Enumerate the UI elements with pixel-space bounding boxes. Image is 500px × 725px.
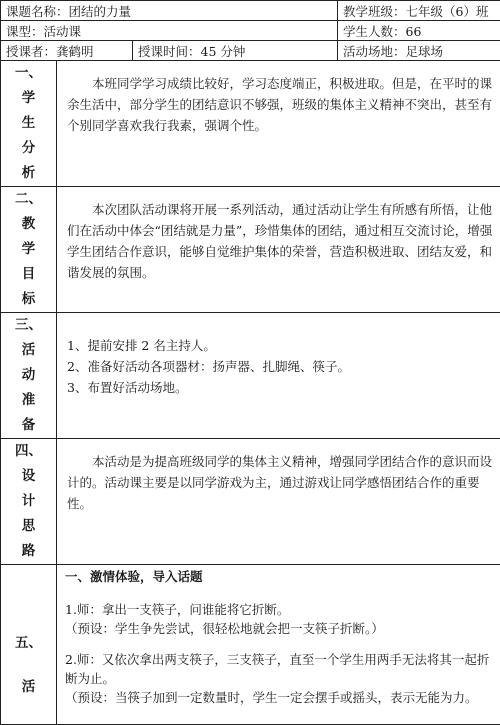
teacher-cell: 授课者：龚鹤明 bbox=[1, 41, 133, 61]
class-cell: 教学班级：七年级（6）班 bbox=[338, 1, 500, 21]
header-row-3 bbox=[1, 41, 500, 61]
section-content bbox=[57, 61, 500, 187]
activity-line: （预设：学生争先尝试，很轻松地就会把一支筷子折断。） bbox=[65, 619, 493, 638]
section-label: 一、 学 生 分 析 bbox=[1, 61, 57, 187]
activity-line: 2.师：又依次拿出两支筷子，三支筷子，直至一个学生用两手无法将其一起折断为止。 bbox=[65, 650, 493, 688]
section-content bbox=[57, 313, 500, 439]
list-item: 1、提前安排 2 名主持人。 bbox=[67, 335, 493, 356]
topic-cell: 课题名称：团结的力量 bbox=[1, 1, 338, 21]
time-cell: 授课时间：45 分钟 bbox=[133, 41, 338, 61]
section-content bbox=[57, 565, 500, 725]
paragraph: 本班同学学习成绩比较好，学习态度端正，积极进取。但是，在平时的课余生活中，部分学生的团结意识不够强，班级的集体主义精神不突出，甚至有个别同学喜欢我行我素，强调个性。 bbox=[67, 73, 493, 136]
activity-line: 1.师：拿出一支筷子，问谁能将它折断。 bbox=[65, 600, 493, 619]
section-activity-prep bbox=[1, 313, 500, 439]
spacer bbox=[65, 638, 493, 650]
section-label: 四、 设 计 思 路 bbox=[1, 439, 57, 565]
section-content bbox=[57, 187, 500, 313]
section-label: 五、 活 bbox=[1, 565, 57, 725]
students-cell: 学生人数：66 bbox=[338, 21, 500, 41]
section-teaching-goals bbox=[1, 187, 500, 313]
paragraph: 本次团队活动课将开展一系列活动，通过活动让学生有所感有所悟，让他们在活动中体会“团结就是力量”，珍惜集体的团结，通过相互交流讨论，增强学生团结合作意识，能够自觉维护集体的荣誉，营造积极进取、团结友爱，和谐发展的氛围。 bbox=[67, 199, 493, 283]
section-content bbox=[57, 439, 500, 565]
paragraph: 本活动是为提高班级同学的集体主义精神，增强同学团结合作的意识而设计的。活动课主要是以同学游戏为主，通过游戏让同学感悟团结合作的重要性。 bbox=[67, 451, 493, 514]
activity-heading: 一、激情体验，导入话题 bbox=[65, 567, 493, 586]
activity-line: （预设：当筷子加到一定数量时，学生一定会摆手或摇头，表示无能为力。 bbox=[65, 688, 493, 707]
header-row-1 bbox=[1, 1, 500, 21]
header-row-2 bbox=[1, 21, 500, 41]
section-design-idea bbox=[1, 439, 500, 565]
venue-cell: 活动场地：足球场 bbox=[338, 41, 500, 61]
list-item: 3、布置好活动场地。 bbox=[67, 377, 493, 398]
section-label: 二、 教 学 目 标 bbox=[1, 187, 57, 313]
section-activity-process bbox=[1, 565, 500, 725]
type-cell: 课型：活动课 bbox=[1, 21, 338, 41]
list-item: 2、准备好活动各项器材：扬声器、扎脚绳、筷子。 bbox=[67, 356, 493, 377]
section-student-analysis bbox=[1, 61, 500, 187]
section-label: 三、 活 动 准 备 bbox=[1, 313, 57, 439]
